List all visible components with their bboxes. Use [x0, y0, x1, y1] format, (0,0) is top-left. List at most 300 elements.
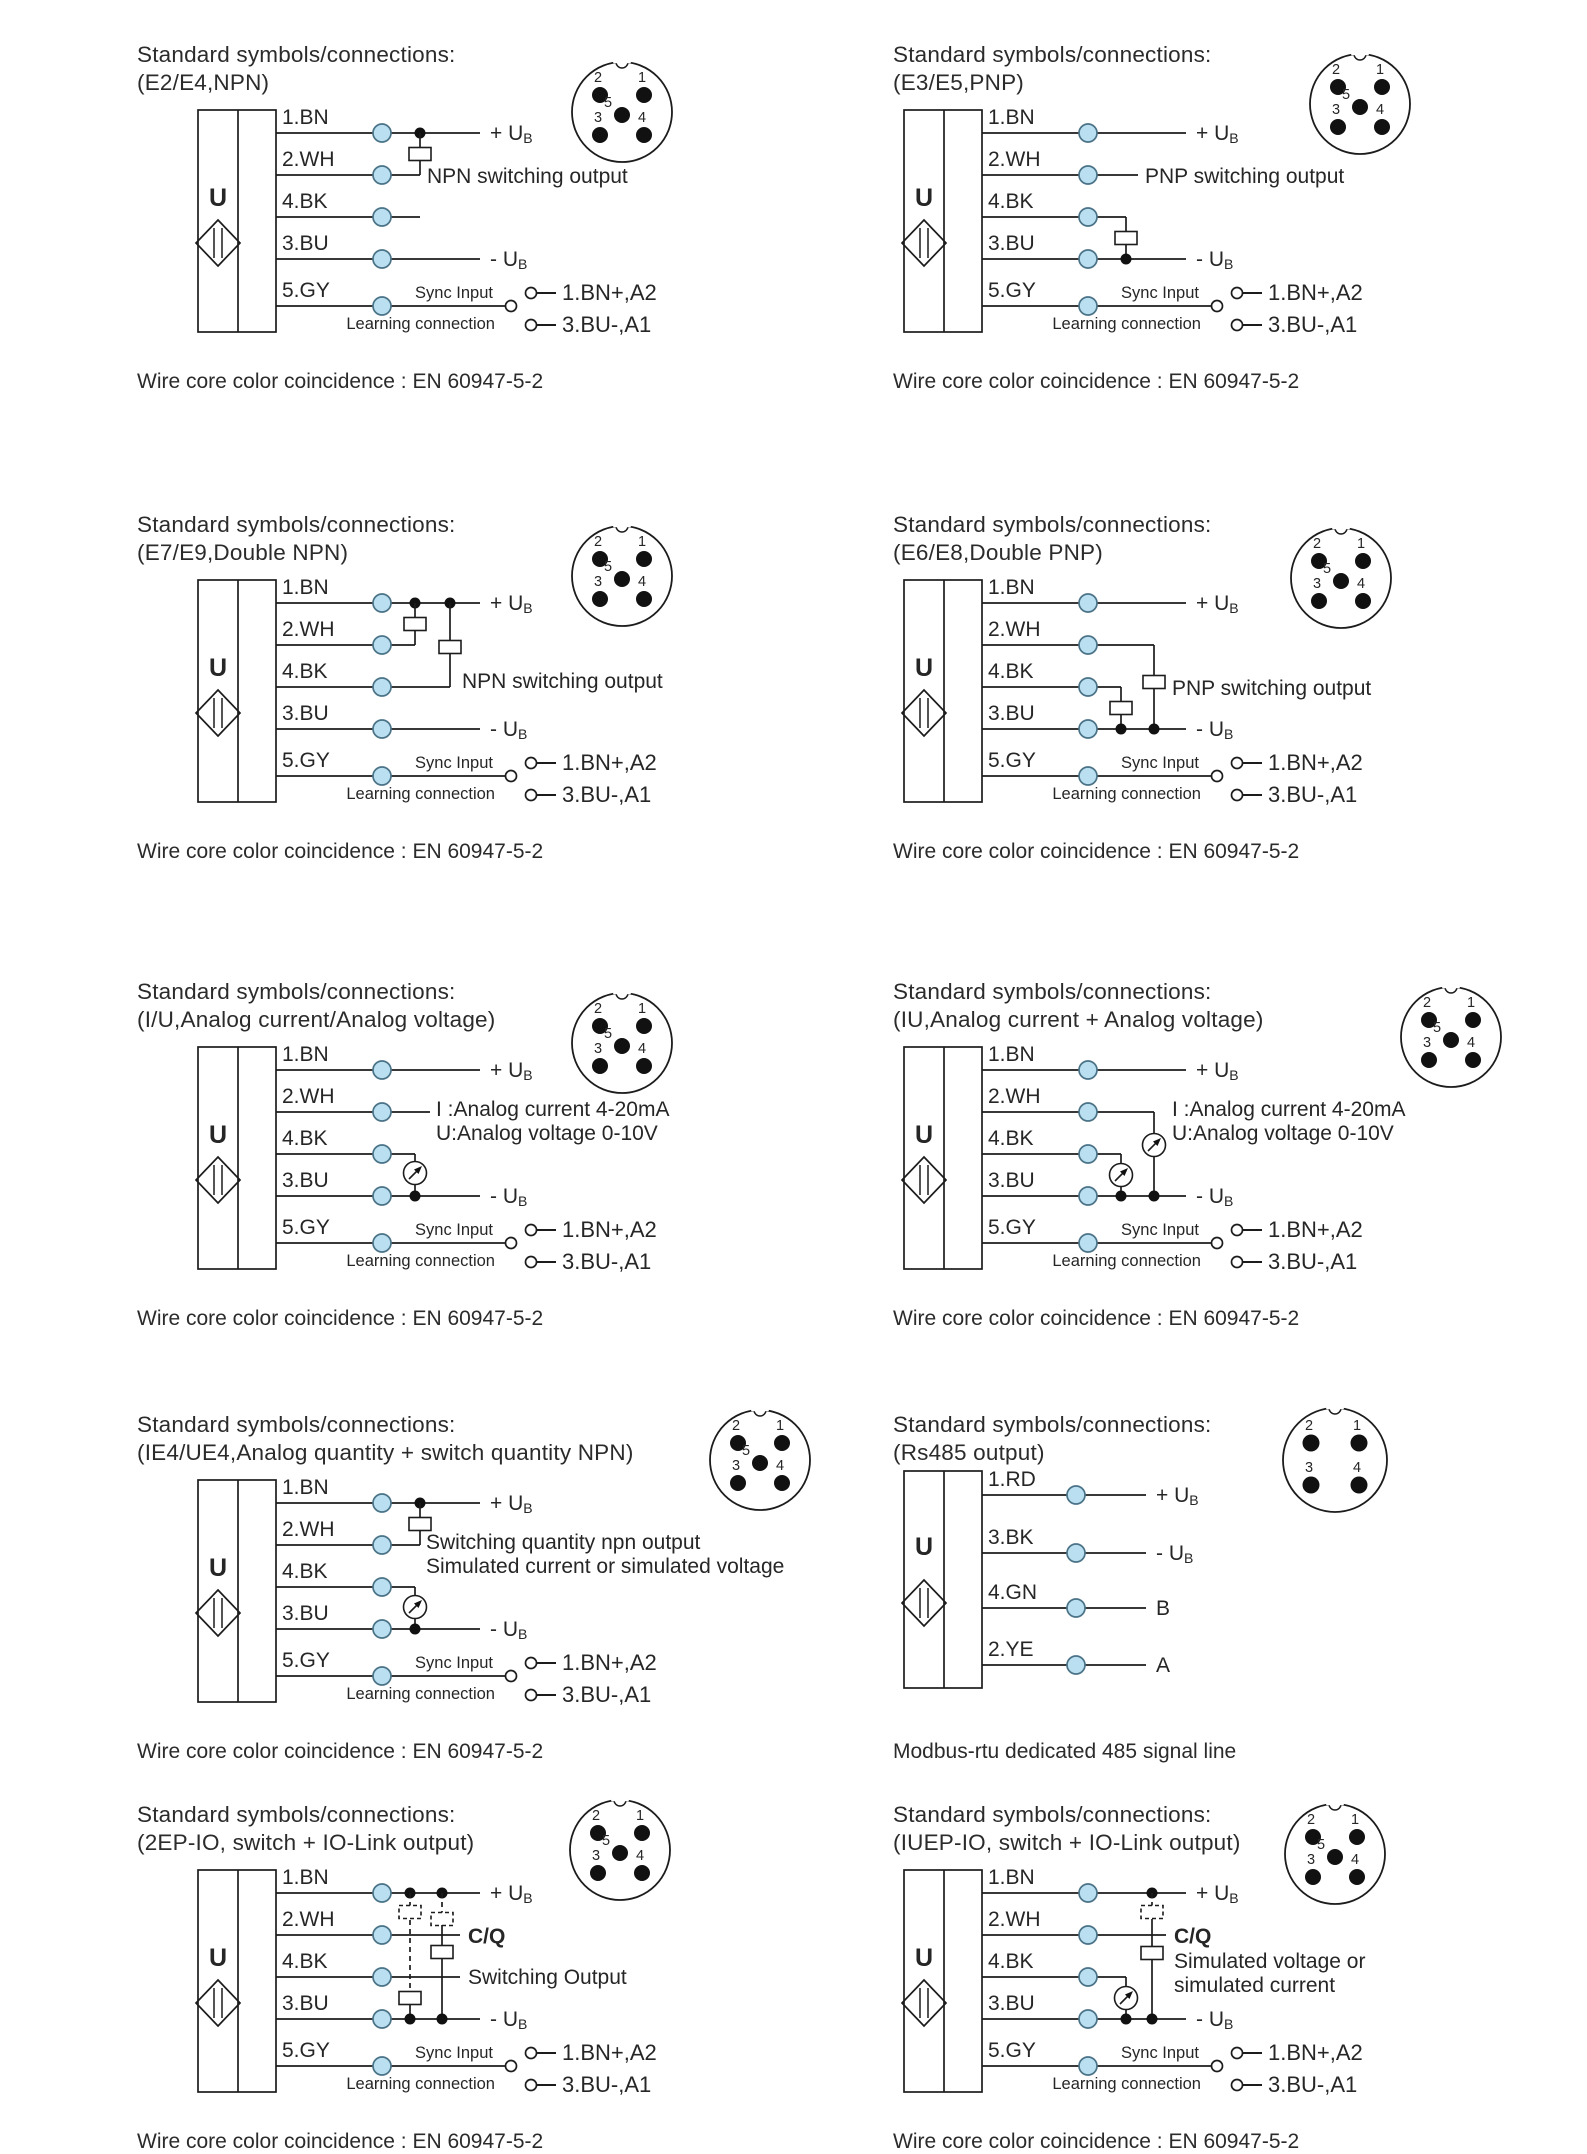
panel-e7e9-double-npn	[130, 498, 878, 876]
wire-label: 3.BU	[988, 1169, 1035, 1192]
connector-pin-number: 5	[1322, 561, 1332, 577]
wire-label: 2.YE	[988, 1638, 1034, 1661]
open-contact-icon	[1232, 758, 1243, 769]
circuit	[902, 106, 1363, 337]
connector-pin-number: 4	[637, 1041, 647, 1057]
terminal	[373, 1494, 391, 1512]
wire-label: 5.GY	[988, 2039, 1036, 2062]
connector-pin	[774, 1435, 790, 1451]
connector-pin-number: 2	[591, 1808, 601, 1824]
tap-label-1: 1.BN+,A2	[562, 1217, 657, 1242]
open-contact-icon	[1232, 1225, 1243, 1236]
terminal	[1079, 636, 1097, 654]
output-label: U:Analog voltage 0-10V	[1172, 1122, 1394, 1145]
wire-label: 2.WH	[988, 1085, 1041, 1108]
wire-label: 4.GN	[988, 1581, 1038, 1604]
sensor-symbol-icon	[196, 1157, 240, 1203]
wire-label: 3.BU	[988, 1992, 1035, 2015]
supply-label: + UB	[490, 1059, 533, 1083]
panel-subtitle: (E7/E9,Double NPN)	[137, 540, 349, 565]
panel-e3e5-pnp	[886, 28, 1582, 406]
connector-pinout	[710, 1400, 810, 1510]
tap-label-2: 3.BU-,A1	[1268, 312, 1358, 337]
connector-pin-number: 5	[603, 95, 613, 111]
tap-label-2: 3.BU-,A1	[1268, 782, 1358, 807]
wire-label: 4.BK	[282, 1127, 328, 1150]
connector-pin-number: 2	[731, 1418, 741, 1434]
wiring-diagram-svg	[130, 1788, 878, 2154]
terminal	[373, 1968, 391, 1986]
load-resistor-icon	[1110, 702, 1132, 715]
sync-input-label: Sync Input	[1121, 754, 1199, 772]
panel-title: Standard symbols/connections:	[893, 1802, 1212, 1827]
supply-label: - UB	[1196, 2008, 1234, 2032]
load-resistor-icon	[399, 1992, 421, 2005]
sensor-symbol-icon	[902, 1580, 946, 1626]
sensor-box	[198, 1870, 276, 2092]
wire-label: 5.GY	[988, 279, 1036, 302]
connector-pin	[592, 591, 608, 607]
sync-input-label: Sync Input	[415, 1221, 493, 1239]
connector-pin	[636, 87, 652, 103]
panel-subtitle: (I/U,Analog current/Analog voltage)	[137, 1007, 496, 1032]
open-contact-icon	[506, 2061, 517, 2072]
terminal	[1067, 1486, 1085, 1504]
terminal	[1079, 2010, 1097, 2028]
panel-footer: Wire core color coincidence : EN 60947-5-2	[137, 1740, 544, 1763]
connector-pin	[1421, 1052, 1437, 1068]
open-contact-icon	[526, 1225, 537, 1236]
connector-pin	[592, 1058, 608, 1074]
connector-pin	[1330, 119, 1346, 135]
circuit	[902, 576, 1371, 807]
junction-dot	[1149, 1191, 1160, 1202]
wire-label: 3.BU	[988, 702, 1035, 725]
supply-label: - UB	[490, 248, 528, 272]
open-contact-icon	[1232, 288, 1243, 299]
load-resistor-icon	[404, 618, 426, 631]
connector-pin	[1303, 1435, 1320, 1452]
panel-iuep-io	[886, 1788, 1582, 2154]
open-contact-icon	[526, 790, 537, 801]
open-contact-icon	[526, 758, 537, 769]
wire-label: 4.BK	[282, 1950, 328, 1973]
panel-subtitle: (2EP-IO, switch + IO-Link output)	[137, 1830, 475, 1855]
sensor-u-label: U	[208, 184, 228, 212]
connector-pin-number: 3	[591, 1848, 601, 1864]
wire-label: 5.GY	[282, 2039, 330, 2062]
panel-subtitle: (E3/E5,PNP)	[893, 70, 1024, 95]
wire-label: 1.BN	[988, 1866, 1035, 1889]
wire-label: 5.GY	[282, 1216, 330, 1239]
panel-rs485	[886, 1398, 1582, 1776]
wire-label: 5.GY	[282, 279, 330, 302]
panel-2ep-io	[130, 1788, 878, 2154]
connector-pin	[1351, 1435, 1368, 1452]
terminal	[373, 1187, 391, 1205]
supply-label: - UB	[1196, 718, 1234, 742]
connector-pin-number: 4	[775, 1458, 785, 1474]
panel-footer: Wire core color coincidence : EN 60947-5-2	[137, 840, 544, 863]
wire-label: 2.WH	[282, 1908, 335, 1931]
connector-pin	[1374, 119, 1390, 135]
junction-dot	[437, 2014, 448, 2025]
sensor-box	[904, 580, 982, 802]
panel-footer: Wire core color coincidence : EN 60947-5-2	[137, 1307, 544, 1330]
junction-dot	[410, 1624, 421, 1635]
wire-label: 2.WH	[282, 618, 335, 641]
sensor-box	[198, 580, 276, 802]
connector-pin-number: 3	[1312, 576, 1322, 592]
wire-label: 3.BU	[282, 1602, 329, 1625]
connector-pin-number: 1	[637, 534, 647, 550]
connector-pin-number: 4	[1356, 576, 1366, 592]
tap-label-1: 1.BN+,A2	[562, 750, 657, 775]
terminal	[373, 297, 391, 315]
terminal	[373, 767, 391, 785]
terminal	[373, 2010, 391, 2028]
wiring-diagram-svg	[886, 28, 1582, 406]
terminal	[1079, 594, 1097, 612]
sensor-box	[904, 1047, 982, 1269]
learning-connection-label: Learning connection	[1052, 1252, 1201, 1270]
connector-pin	[1355, 553, 1371, 569]
sensor-box	[198, 110, 276, 332]
terminal	[1079, 124, 1097, 142]
tap-label-2: 3.BU-,A1	[1268, 2072, 1358, 2097]
wire-label: 5.GY	[988, 1216, 1036, 1239]
connector-pin-number: 2	[593, 70, 603, 86]
sensor-symbol-icon	[902, 1980, 946, 2026]
connector-pin	[1443, 1032, 1459, 1048]
wiring-diagram-svg	[130, 498, 878, 876]
connector-pin-number: 3	[1304, 1460, 1314, 1476]
dashed-load-resistor-icon	[1141, 1906, 1163, 1919]
tap-label-2: 3.BU-,A1	[562, 2072, 652, 2097]
sync-input-label: Sync Input	[1121, 1221, 1199, 1239]
connector-pin	[752, 1455, 768, 1471]
supply-label: B	[1156, 1597, 1171, 1620]
panel-title: Standard symbols/connections:	[893, 1412, 1212, 1437]
wire-label: 4.BK	[988, 190, 1034, 213]
panel-e6e8-double-pnp	[886, 498, 1582, 876]
connector-pin-number: 1	[1375, 62, 1385, 78]
panel-subtitle: (IU,Analog current + Analog voltage)	[893, 1007, 1264, 1032]
sensor-u-label: U	[914, 1533, 934, 1561]
connector-pin	[614, 571, 630, 587]
open-contact-icon	[1212, 301, 1223, 312]
circuit	[196, 1866, 657, 2097]
learning-connection-label: Learning connection	[346, 785, 495, 803]
wire-label: 1.BN	[282, 1043, 329, 1066]
circuit	[902, 1468, 1199, 1688]
load-resistor-icon	[1115, 232, 1137, 245]
open-contact-icon	[1212, 1238, 1223, 1249]
sensor-u-label: U	[914, 1121, 934, 1149]
wire-label: 2.WH	[282, 1085, 335, 1108]
panel-iu-analog	[130, 965, 878, 1343]
terminal	[1067, 1544, 1085, 1562]
wire-label: 3.BU	[282, 1169, 329, 1192]
connector-pin	[636, 591, 652, 607]
wiring-diagram-svg	[130, 28, 878, 406]
terminal	[1067, 1599, 1085, 1617]
wiring-diagram-svg	[886, 1398, 1582, 1776]
wire-label: 3.BU	[282, 1992, 329, 2015]
panel-title: Standard symbols/connections:	[137, 979, 456, 1004]
wiring-diagram-svg	[886, 498, 1582, 876]
tap-label-2: 3.BU-,A1	[562, 312, 652, 337]
connector-pin	[1374, 79, 1390, 95]
sync-input-label: Sync Input	[415, 1654, 493, 1672]
terminal	[373, 250, 391, 268]
connector-pin	[1355, 593, 1371, 609]
terminal	[373, 1926, 391, 1944]
open-contact-icon	[1232, 320, 1243, 331]
wire-label: 5.GY	[282, 1649, 330, 1672]
connector-pin-number: 5	[741, 1443, 751, 1459]
terminal	[1079, 1884, 1097, 1902]
supply-label: A	[1156, 1654, 1171, 1677]
sync-input-label: Sync Input	[1121, 2044, 1199, 2062]
open-contact-icon	[506, 301, 517, 312]
tap-label-2: 3.BU-,A1	[562, 1682, 652, 1707]
supply-label: + UB	[490, 1492, 533, 1516]
panel-footer: Wire core color coincidence : EN 60947-5-2	[137, 2130, 544, 2153]
panel-title: Standard symbols/connections:	[137, 512, 456, 537]
wire-label: 1.BN	[988, 1043, 1035, 1066]
terminal	[373, 1103, 391, 1121]
connector-pin-number: 4	[635, 1848, 645, 1864]
circuit	[196, 1476, 784, 1707]
connector-pin-number: 4	[637, 110, 647, 126]
junction-dot	[1149, 724, 1160, 735]
panel-ie4ue4	[130, 1398, 878, 1776]
connector-pin-number: 3	[593, 110, 603, 126]
connector-pin-number: 4	[1350, 1852, 1360, 1868]
connector-pin-number: 2	[593, 534, 603, 550]
terminal	[1079, 720, 1097, 738]
load-resistor-icon	[1143, 676, 1165, 689]
output-label: C/Q	[468, 1925, 506, 1948]
output-label: Switching quantity npn output	[426, 1531, 701, 1554]
open-contact-icon	[526, 1690, 537, 1701]
supply-label: - UB	[490, 2008, 528, 2032]
terminal	[373, 1578, 391, 1596]
wire-label: 4.BK	[282, 660, 328, 683]
sensor-box	[904, 1870, 982, 2092]
terminal	[373, 1620, 391, 1638]
supply-label: - UB	[1196, 248, 1234, 272]
connector-pin-number: 4	[1352, 1460, 1362, 1476]
open-contact-icon	[1232, 2048, 1243, 2059]
wire-label: 1.BN	[282, 1476, 329, 1499]
connector-pin	[634, 1865, 650, 1881]
output-label: Simulated current or simulated voltage	[426, 1555, 785, 1578]
terminal	[373, 1234, 391, 1252]
junction-dot	[1116, 1191, 1127, 1202]
output-label: U:Analog voltage 0-10V	[436, 1122, 658, 1145]
connector-pin	[636, 1058, 652, 1074]
panel-footer: Wire core color coincidence : EN 60947-5-2	[893, 2130, 1300, 2153]
connector-pinout	[1285, 1794, 1385, 1904]
connector-pin	[730, 1475, 746, 1491]
terminal	[1079, 208, 1097, 226]
connector-pin-number: 2	[1312, 536, 1322, 552]
tap-label-2: 3.BU-,A1	[1268, 1249, 1358, 1274]
panel-subtitle: (E2/E4,NPN)	[137, 70, 270, 95]
tap-label-1: 1.BN+,A2	[1268, 2040, 1363, 2065]
sensor-u-label: U	[914, 1944, 934, 1972]
open-contact-icon	[1212, 2061, 1223, 2072]
terminal	[373, 1145, 391, 1163]
sensor-box	[198, 1047, 276, 1269]
supply-label: + UB	[1196, 1059, 1239, 1083]
sensor-box	[904, 1471, 982, 1688]
learning-connection-label: Learning connection	[346, 2075, 495, 2093]
wire-label: 1.RD	[988, 1468, 1036, 1491]
learning-connection-label: Learning connection	[346, 1252, 495, 1270]
connector-pinout	[572, 983, 672, 1093]
open-contact-icon	[506, 771, 517, 782]
output-label: Simulated voltage or	[1174, 1950, 1366, 1973]
load-resistor-icon	[409, 1518, 431, 1531]
connector-pin	[1311, 593, 1327, 609]
connector-pin-number: 3	[731, 1458, 741, 1474]
junction-dot	[410, 1191, 421, 1202]
open-contact-icon	[1232, 2080, 1243, 2091]
wire-label: 2.WH	[282, 148, 335, 171]
terminal	[1079, 1968, 1097, 1986]
wire-label: 4.BK	[988, 660, 1034, 683]
supply-label: + UB	[1156, 1484, 1199, 1508]
terminal	[1079, 1926, 1097, 1944]
sensor-symbol-icon	[196, 690, 240, 736]
terminal	[1079, 166, 1097, 184]
connector-pin-number: 3	[1422, 1035, 1432, 1051]
wire-label: 1.BN	[282, 106, 329, 129]
panel-footer: Wire core color coincidence : EN 60947-5-2	[893, 840, 1300, 863]
open-contact-icon	[526, 2048, 537, 2059]
open-contact-icon	[526, 288, 537, 299]
terminal	[1079, 2057, 1097, 2075]
tap-label-1: 1.BN+,A2	[562, 1650, 657, 1675]
panel-subtitle: (IUEP-IO, switch + IO-Link output)	[893, 1830, 1241, 1855]
wire-label: 4.BK	[988, 1127, 1034, 1150]
learning-connection-label: Learning connection	[1052, 785, 1201, 803]
connector-pin	[1333, 573, 1349, 589]
connector-pin-number: 5	[1432, 1020, 1442, 1036]
supply-label: + UB	[490, 122, 533, 146]
output-label: I :Analog current 4-20mA	[436, 1098, 670, 1121]
sensor-u-label: U	[208, 1944, 228, 1972]
sensor-u-label: U	[208, 1554, 228, 1582]
connector-pin-number: 1	[775, 1418, 785, 1434]
supply-label: - UB	[490, 1185, 528, 1209]
supply-label: - UB	[490, 1618, 528, 1642]
connector-pinout	[572, 52, 672, 162]
junction-dot	[1147, 2014, 1158, 2025]
wire-label: 1.BN	[282, 576, 329, 599]
connector-pin-number: 1	[637, 1001, 647, 1017]
junction-dot	[405, 2014, 416, 2025]
connector-pin-number: 5	[601, 1833, 611, 1849]
connector-pin	[614, 107, 630, 123]
wire-label: 5.GY	[282, 749, 330, 772]
circuit	[902, 1866, 1365, 2097]
panel-title: Standard symbols/connections:	[137, 1412, 456, 1437]
terminal	[373, 1536, 391, 1554]
terminal	[1079, 1234, 1097, 1252]
wire-label: 4.BK	[988, 1950, 1034, 1973]
connector-pin-number: 4	[637, 574, 647, 590]
connector-pinout	[1283, 1398, 1387, 1512]
terminal	[1079, 767, 1097, 785]
sensor-symbol-icon	[196, 1590, 240, 1636]
panel-footer: Modbus-rtu dedicated 485 signal line	[893, 1740, 1237, 1763]
open-contact-icon	[526, 320, 537, 331]
terminal	[373, 1884, 391, 1902]
wire-label: 1.BN	[282, 1866, 329, 1889]
sensor-symbol-icon	[196, 1980, 240, 2026]
connector-pin-number: 2	[1422, 995, 1432, 1011]
panel-title: Standard symbols/connections:	[893, 979, 1212, 1004]
output-label: simulated current	[1174, 1974, 1336, 1997]
dashed-load-resistor-icon	[399, 1906, 421, 1919]
connector-pin-number: 2	[1304, 1418, 1314, 1434]
learning-connection-label: Learning connection	[1052, 2075, 1201, 2093]
connector-pin	[774, 1475, 790, 1491]
connector-pin	[1351, 1477, 1368, 1494]
tap-label-2: 3.BU-,A1	[562, 782, 652, 807]
sensor-box	[198, 1480, 276, 1702]
connector-pin	[636, 1018, 652, 1034]
panel-iu-analog-plus	[886, 965, 1582, 1343]
connector-pin-number: 5	[1316, 1837, 1326, 1853]
connector-pin	[1305, 1869, 1321, 1885]
tap-label-1: 1.BN+,A2	[1268, 280, 1363, 305]
connector-pinout	[1401, 977, 1501, 1087]
tap-label-1: 1.BN+,A2	[1268, 1217, 1363, 1242]
connector-pin	[636, 127, 652, 143]
connector-pin-number: 3	[593, 1041, 603, 1057]
tap-label-1: 1.BN+,A2	[562, 2040, 657, 2065]
connector-pin	[636, 551, 652, 567]
connector-pin	[1327, 1849, 1343, 1865]
supply-label: - UB	[1156, 1542, 1194, 1566]
panel-title: Standard symbols/connections:	[137, 1802, 456, 1827]
panel-e2e4-npn	[130, 28, 878, 406]
dashed-load-resistor-icon	[431, 1913, 453, 1926]
load-resistor-icon	[431, 1946, 453, 1959]
open-contact-icon	[1232, 790, 1243, 801]
load-resistor-icon	[409, 148, 431, 161]
panel-title: Standard symbols/connections:	[137, 42, 456, 67]
panel-footer: Wire core color coincidence : EN 60947-5-2	[893, 370, 1300, 393]
output-label: NPN switching output	[427, 165, 628, 188]
connector-pin	[614, 1038, 630, 1054]
connector-pin	[592, 127, 608, 143]
open-contact-icon	[526, 2080, 537, 2091]
learning-connection-label: Learning connection	[1052, 315, 1201, 333]
wiring-diagram-svg	[130, 965, 878, 1343]
connector-pin-number: 4	[1466, 1035, 1476, 1051]
output-label: PNP switching output	[1145, 165, 1345, 188]
connector-pin-number: 1	[1352, 1418, 1362, 1434]
connector-pin	[1352, 99, 1368, 115]
connector-pin	[1465, 1052, 1481, 1068]
wiring-diagram-svg	[886, 1788, 1582, 2154]
